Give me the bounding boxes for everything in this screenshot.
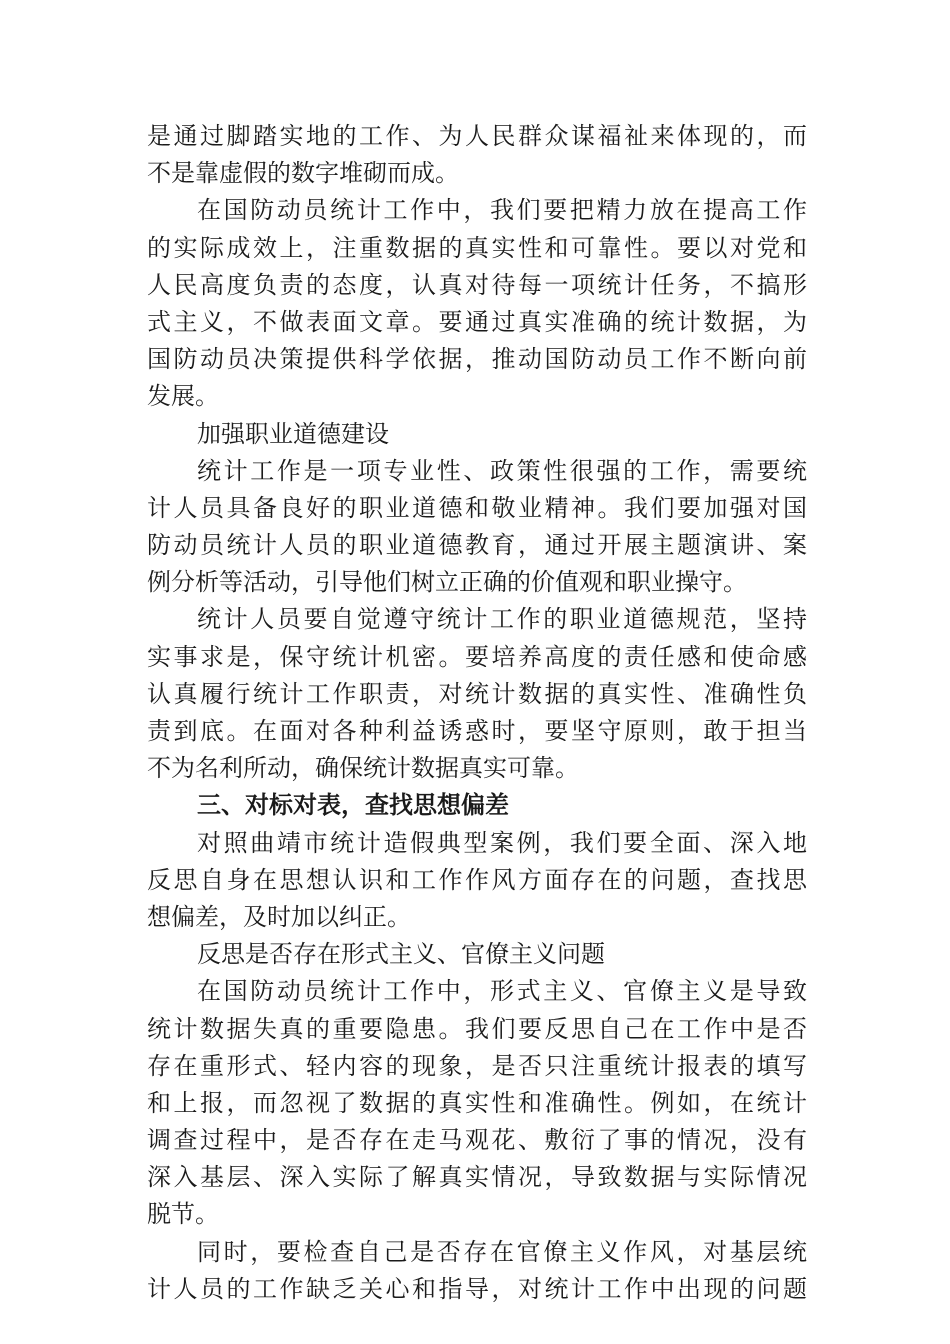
text-line: 人民高度负责的态度，认真对待每一项统计任务，不搞形 [147,270,807,299]
text-line: 的实际成效上，注重数据的真实性和可靠性。要以对党和 [147,233,807,262]
text-line: 统计人员要自觉遵守统计工作的职业道德规范，坚持 [197,605,807,634]
text-line: 深入基层、深入实际了解真实情况，导致数据与实际情况 [147,1163,807,1192]
text-line: 统计数据失真的重要隐患。我们要反思自己在工作中是否 [147,1014,807,1043]
text-line: 想偏差，及时加以纠正。 [147,902,411,931]
text-line: 反思是否存在形式主义、官僚主义问题 [197,940,605,969]
text-line: 式主义，不做表面文章。要通过真实准确的统计数据，为 [147,307,807,336]
text-line: 反思自身在思想认识和工作作风方面存在的问题，查找思 [147,865,807,894]
text-line: 认真履行统计工作职责，对统计数据的真实性、准确性负 [147,679,807,708]
text-line: 防动员统计人员的职业道德教育，通过开展主题演讲、案 [147,531,807,560]
text-line: 对照曲靖市统计造假典型案例，我们要全面、深入地 [197,828,807,857]
text-line: 不为名利所动，确保统计数据真实可靠。 [147,754,579,783]
text-line: 统计工作是一项专业性、政策性很强的工作，需要统 [197,456,807,485]
text-line: 例分析等活动，引导他们树立正确的价值观和职业操守。 [147,568,747,597]
text-line: 计人员具备良好的职业道德和敬业精神。我们要加强对国 [147,493,807,522]
text-line: 存在重形式、轻内容的现象，是否只注重统计报表的填写 [147,1051,807,1080]
text-line: 在国防动员统计工作中，形式主义、官僚主义是导致 [197,977,807,1006]
section-heading: 三、对标对表，查找思想偏差 [197,791,509,820]
text-line: 是通过脚踏实地的工作、为人民群众谋福祉来体现的，而 [147,122,807,150]
text-line: 实事求是，保守统计机密。要培养高度的责任感和使命感 [147,642,807,671]
text-line: 计人员的工作缺乏关心和指导，对统计工作中出现的问题 [147,1274,807,1303]
text-line: 在国防动员统计工作中，我们要把精力放在提高工作 [197,196,807,225]
document-body [147,118,807,1308]
text-line: 发展。 [147,382,219,411]
text-line: 和上报，而忽视了数据的真实性和准确性。例如，在统计 [147,1088,807,1117]
text-line: 国防动员决策提供科学依据，推动国防动员工作不断向前 [147,345,807,374]
text-line: 加强职业道德建设 [197,419,389,448]
text-line: 调查过程中，是否存在走马观花、敷衍了事的情况，没有 [147,1126,807,1155]
text-line: 同时，要检查自己是否存在官僚主义作风，对基层统 [197,1237,807,1266]
text-line: 脱节。 [147,1200,219,1229]
text-line: 不是靠虚假的数字堆砌而成。 [147,159,459,188]
text-line: 责到底。在面对各种利益诱惑时，要坚守原则，敢于担当 [147,717,807,745]
